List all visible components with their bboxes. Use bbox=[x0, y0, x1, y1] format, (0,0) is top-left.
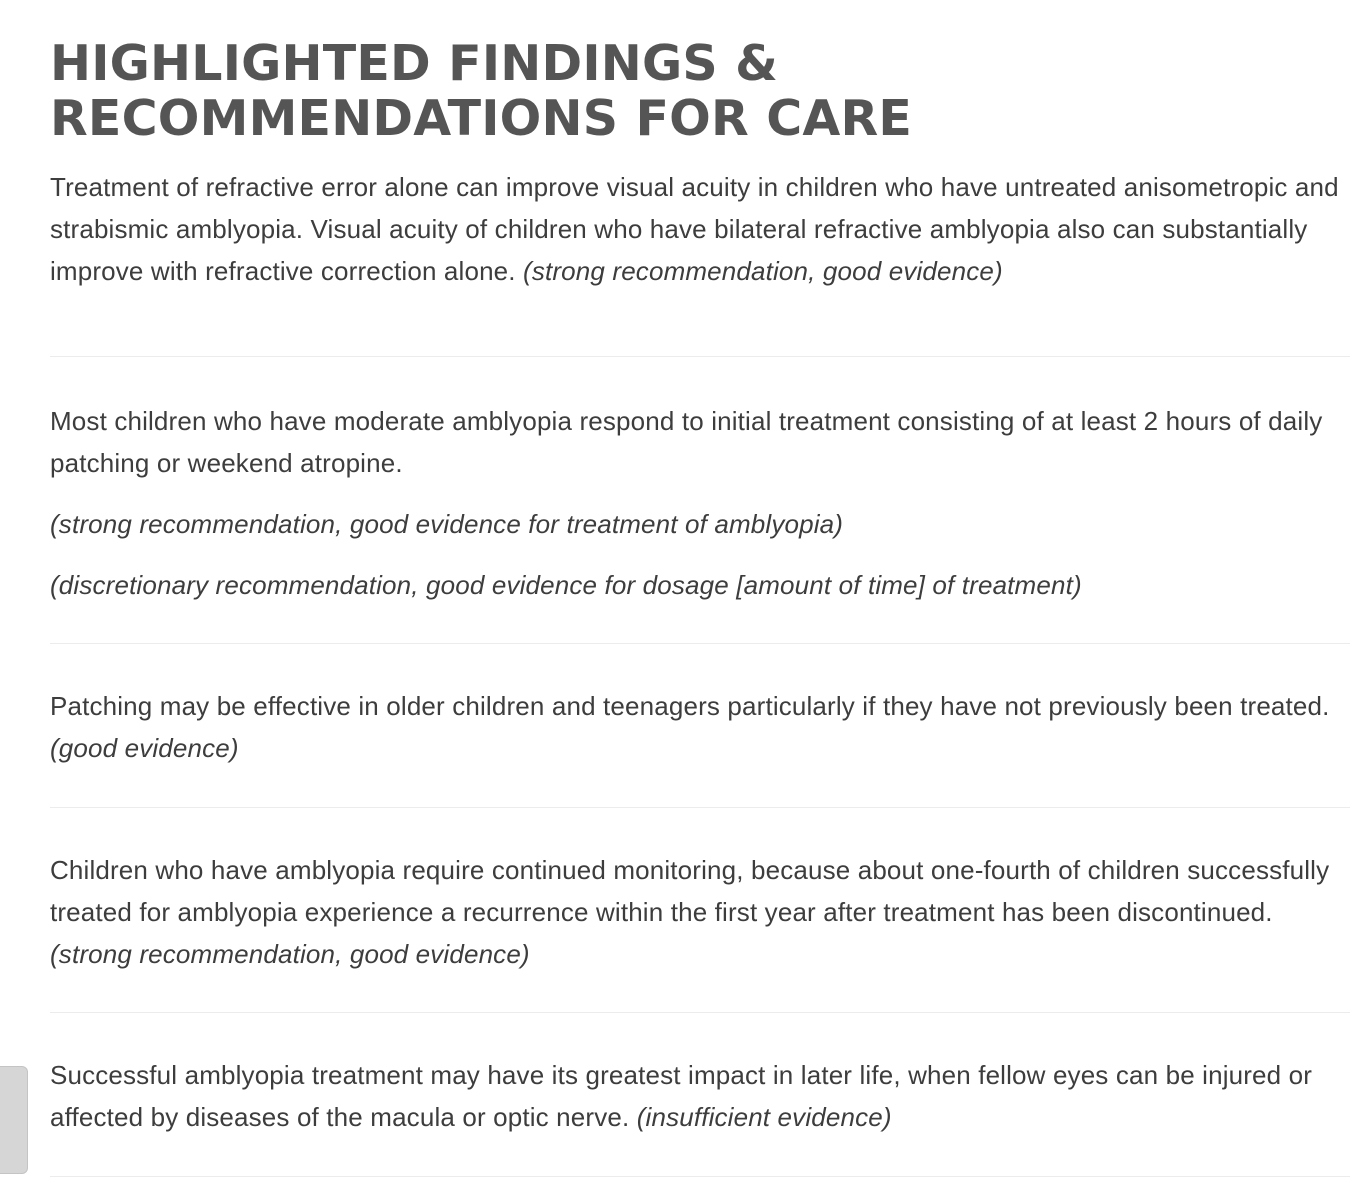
finding-paragraph bbox=[50, 849, 1350, 975]
evidence-label: (discretionary recommendation, good evidence for dosage [amount of time] of treatment) bbox=[50, 570, 1082, 600]
finding-section bbox=[50, 357, 1350, 644]
page-title: HIGHLIGHTED FINDINGS & RECOMMENDATIONS FOR CARE bbox=[50, 35, 913, 147]
finding-section bbox=[50, 1013, 1350, 1177]
finding-section bbox=[50, 808, 1350, 1013]
finding-paragraph bbox=[50, 166, 1350, 292]
finding-text: Successful amblyopia treatment may have its greatest impact in later life, when fellow eyes can be injured or affected by diseases of the macula or optic nerve. bbox=[50, 1060, 1313, 1132]
finding-paragraph bbox=[50, 400, 1350, 484]
evidence-label: (insufficient evidence) bbox=[636, 1102, 892, 1132]
finding-paragraph bbox=[50, 685, 1350, 769]
side-scroll-handle[interactable] bbox=[0, 1066, 28, 1174]
finding-text: Children who have amblyopia require continued monitoring, because about one-fourth of children successfully treated for amblyopia experience a recurrence within the first year after treatment has been discontinued. bbox=[50, 855, 1330, 927]
evidence-label: (strong recommendation, good evidence for treatment of amblyopia) bbox=[50, 509, 844, 539]
document-page bbox=[50, 0, 1350, 1177]
evidence-label: (strong recommendation, good evidence) bbox=[523, 256, 1003, 286]
finding-text: Patching may be effective in older children and teenagers particularly if they have not previously been treated. bbox=[50, 691, 1330, 721]
finding-text: Most children who have moderate amblyopia respond to initial treatment consisting of at least 2 hours of daily patching or weekend atropine. bbox=[50, 406, 1323, 478]
finding-section bbox=[50, 644, 1350, 808]
finding-text: Treatment of refractive error alone can improve visual acuity in children who have untreated anisometropic and strabismic amblyopia. Visual acuity of children who have bilateral refractive amblyopia also can substantially improve with refractive correction alone. bbox=[50, 172, 1339, 286]
finding-section bbox=[50, 146, 1350, 357]
evidence-label: (good evidence) bbox=[50, 733, 239, 763]
evidence-label: (strong recommendation, good evidence) bbox=[50, 939, 530, 969]
finding-paragraph bbox=[50, 1054, 1350, 1138]
